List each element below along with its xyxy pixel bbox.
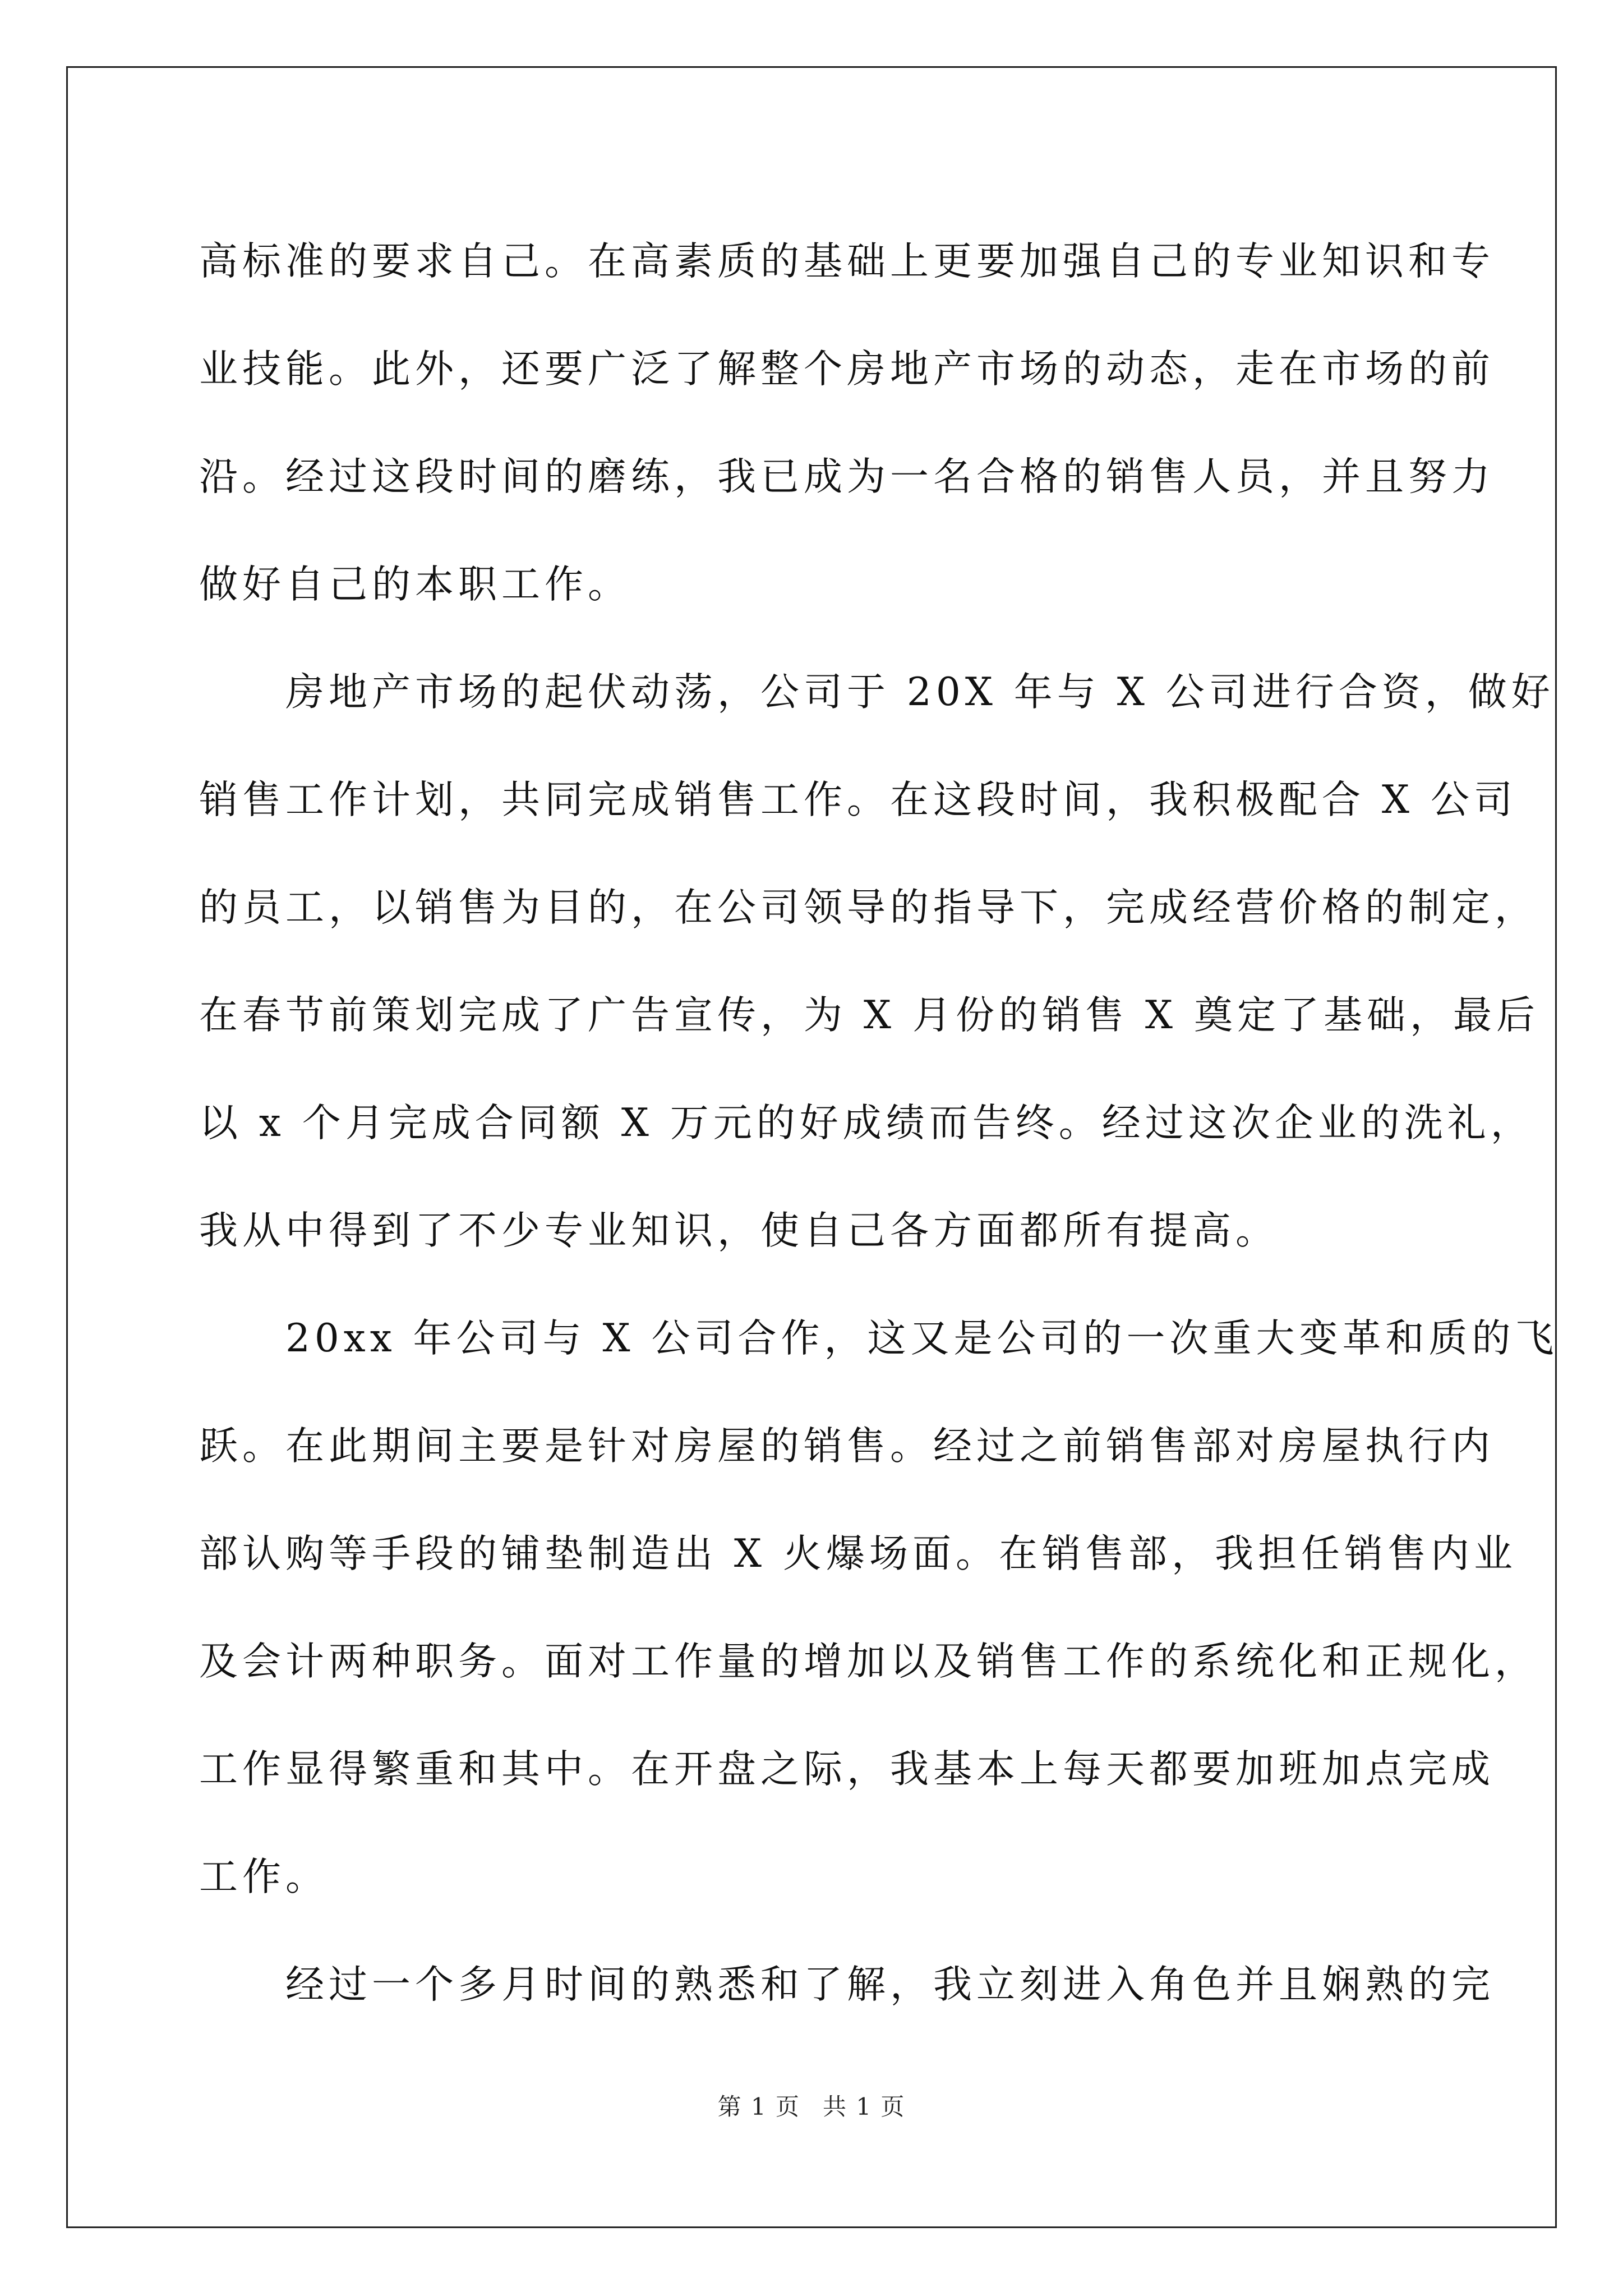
text-line: 部认购等手段的铺垫制造出 X 火爆场面。在销售部，我担任销售内业	[199, 1531, 1517, 1576]
text-line: 在春节前策划完成了广告宣传，为 X 月份的销售 X 奠定了基础，最后	[199, 993, 1539, 1038]
text-line: 经过一个多月时间的熟悉和了解，我立刻进入角色并且娴熟的完	[199, 1962, 1495, 2007]
paragraph-4	[199, 1931, 1495, 2039]
page-number: 第 1 页	[717, 2093, 800, 2120]
text-line: 20xx 年公司与 X 公司合作，这又是公司的一次重大变革和质的飞	[199, 1316, 1559, 1361]
text-line: 及会计两种职务。面对工作量的增加以及销售工作的系统化和正规化，	[199, 1639, 1538, 1684]
text-line: 高标准的要求自己。在高素质的基础上更要加强自己的专业知识和专	[199, 239, 1495, 284]
page-footer	[0, 2090, 1623, 2124]
document-body	[199, 208, 1559, 2039]
text-line: 销售工作计划，共同完成销售工作。在这段时间，我积极配合 X 公司	[199, 777, 1517, 822]
text-line: 跃。在此期间主要是针对房屋的销售。经过之前销售部对房屋执行内	[199, 1424, 1495, 1469]
paragraph-3	[199, 1285, 1559, 1931]
text-line: 的员工，以销售为目的，在公司领导的指导下，完成经营价格的制定，	[199, 885, 1538, 930]
text-line: 我从中得到了不少专业知识，使自己各方面都所有提高。	[199, 1208, 1279, 1253]
paragraph-1	[199, 208, 1495, 638]
text-line: 房地产市场的起伏动荡，公司于 20X 年与 X 公司进行合资，做好	[199, 670, 1555, 715]
text-line: 以 x 个月完成合同额 X 万元的好成绩而告终。经过这次企业的洗礼，	[199, 1101, 1534, 1145]
paragraph-2	[199, 638, 1555, 1285]
page-count: 共 1 页	[823, 2093, 906, 2120]
text-line: 沿。经过这段时间的磨练，我已成为一名合格的销售人员，并且努力	[199, 454, 1495, 499]
text-line: 业技能。此外，还要广泛了解整个房地产市场的动态，走在市场的前	[199, 347, 1495, 392]
text-line: 做好自己的本职工作。	[199, 562, 631, 607]
text-line: 工作显得繁重和其中。在开盘之际，我基本上每天都要加班加点完成	[199, 1747, 1495, 1792]
text-line: 工作。	[199, 1855, 329, 1899]
